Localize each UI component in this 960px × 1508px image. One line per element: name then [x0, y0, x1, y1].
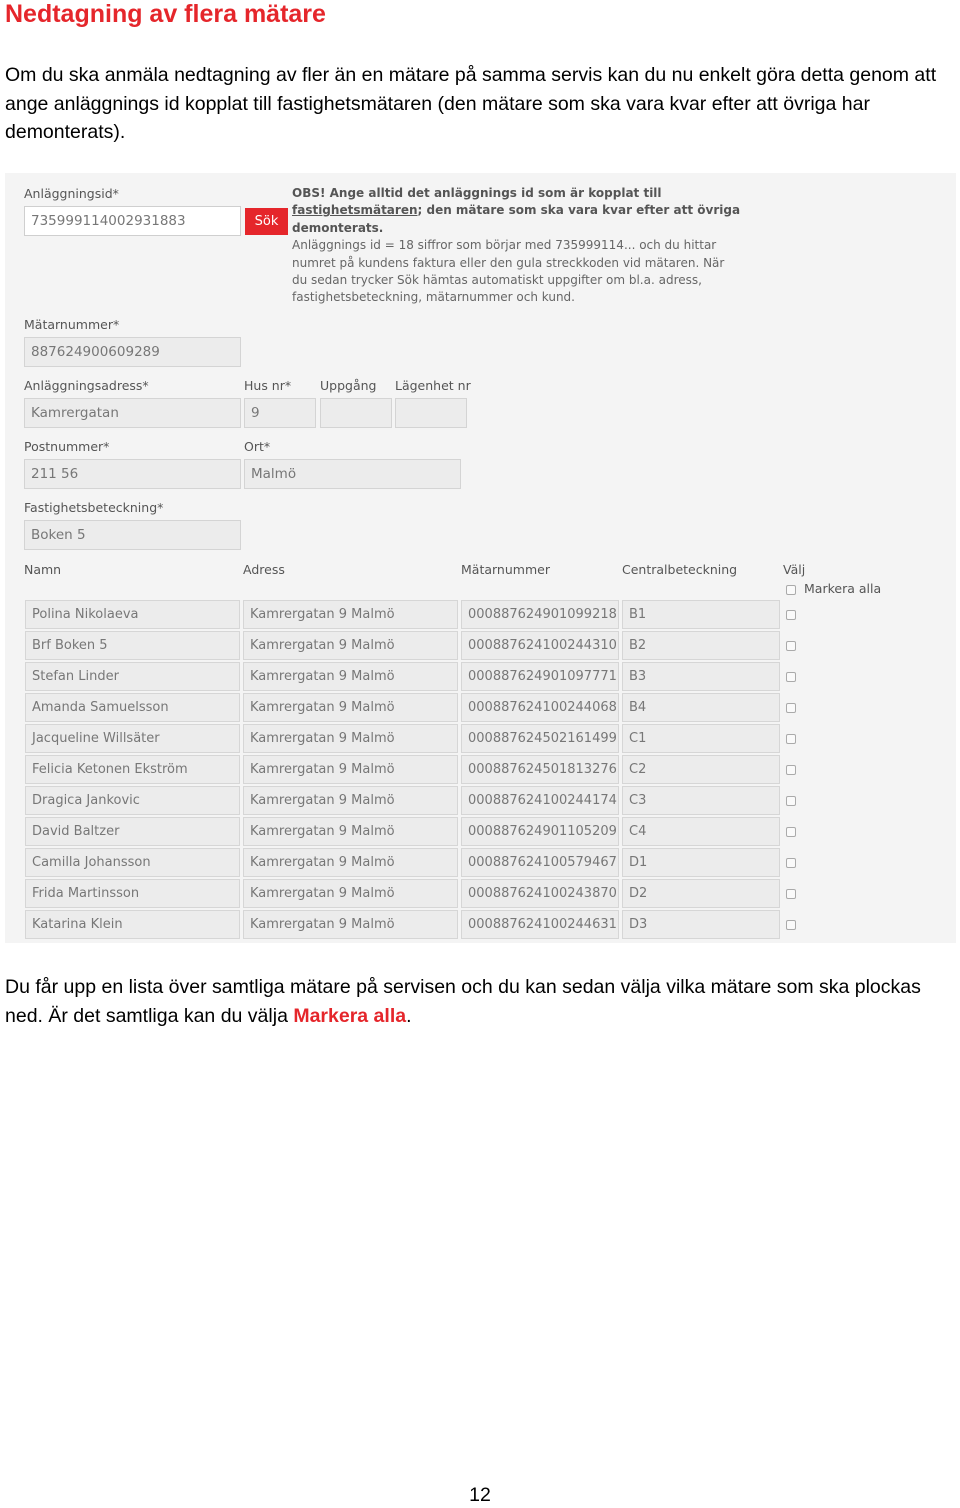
row-checkbox[interactable]: [786, 765, 796, 775]
cell-matarnummer: 000887624501813276: [461, 755, 619, 784]
row-checkbox[interactable]: [786, 703, 796, 713]
outro-text: Du får upp en lista över samtliga mätare på servisen och du kan sedan välja vilka mätare som ska plockas ned. Är det samtliga kan du välja: [5, 976, 921, 1027]
obs-text: OBS! Ange alltid det anläggnings id som är kopplat till: [292, 186, 662, 200]
cell-adress: Kamrergatan 9 Malmö: [243, 724, 458, 753]
uppgang-label: Uppgång: [320, 378, 377, 393]
cell-namn: Camilla Johansson: [25, 848, 240, 877]
col-header-namn: Namn: [24, 562, 62, 577]
cell-central: D2: [622, 879, 780, 908]
form-screenshot: [5, 173, 956, 943]
row-checkbox[interactable]: [786, 672, 796, 682]
table-row: [5, 817, 956, 848]
page-title: Nedtagning av flera mätare: [5, 0, 326, 28]
ort-label: Ort*: [244, 439, 271, 454]
info-text: Anläggnings id = 18 siffror som börjar med 735999114... och du hittar numret på kundens faktura eller den gula streckkoden vid mätaren. När du sedan trycker Sök hämtas automatiskt uppgifter om bl.a. adress, fastighetsbeteckning, mätarnummer och kund.: [292, 238, 725, 305]
cell-matarnummer: 000887624502161499: [461, 724, 619, 753]
row-checkbox[interactable]: [786, 610, 796, 620]
table-row: [5, 662, 956, 693]
row-checkbox[interactable]: [786, 889, 796, 899]
postnummer-label: Postnummer*: [24, 439, 110, 454]
cell-namn: Jacqueline Willsäter: [25, 724, 240, 753]
cell-namn: Frida Martinsson: [25, 879, 240, 908]
cell-matarnummer: 000887624100244068: [461, 693, 619, 722]
adress-field[interactable]: Kamrergatan: [24, 398, 241, 428]
cell-central: B2: [622, 631, 780, 660]
obs-text-end: demonterats.: [292, 220, 384, 235]
anlaggningsid-label: Anläggningsid*: [24, 186, 119, 201]
outro-end: .: [406, 1004, 412, 1027]
ort-field[interactable]: Malmö: [244, 459, 461, 489]
cell-namn: David Baltzer: [25, 817, 240, 846]
cell-central: B1: [622, 600, 780, 629]
cell-adress: Kamrergatan 9 Malmö: [243, 910, 458, 939]
cell-namn: Felicia Ketonen Ekström: [25, 755, 240, 784]
cell-central: D1: [622, 848, 780, 877]
cell-matarnummer: 000887624100244310: [461, 631, 619, 660]
table-row: [5, 600, 956, 631]
cell-adress: Kamrergatan 9 Malmö: [243, 662, 458, 691]
anlaggningsid-input[interactable]: 735999114002931883: [24, 206, 241, 236]
fastighet-field[interactable]: Boken 5: [24, 520, 241, 550]
obs-note: [292, 185, 742, 307]
cell-adress: Kamrergatan 9 Malmö: [243, 817, 458, 846]
cell-adress: Kamrergatan 9 Malmö: [243, 848, 458, 877]
cell-central: C4: [622, 817, 780, 846]
outro-paragraph: [5, 973, 955, 1030]
cell-central: B3: [622, 662, 780, 691]
col-header-adress: Adress: [243, 562, 285, 577]
cell-matarnummer: 000887624100244174: [461, 786, 619, 815]
cell-namn: Stefan Linder: [25, 662, 240, 691]
select-all-label[interactable]: Markera alla: [804, 581, 882, 596]
cell-matarnummer: 000887624100243870: [461, 879, 619, 908]
cell-matarnummer: 000887624901097771: [461, 662, 619, 691]
cell-matarnummer: 000887624901099218: [461, 600, 619, 629]
table-row: [5, 879, 956, 910]
husnr-label: Hus nr*: [244, 378, 292, 393]
table-row: [5, 910, 956, 941]
cell-namn: Katarina Klein: [25, 910, 240, 939]
page-number: 12: [469, 1484, 491, 1506]
cell-adress: Kamrergatan 9 Malmö: [243, 693, 458, 722]
obs-text-rest: ; den mätare som ska vara kvar efter att övriga: [417, 203, 741, 218]
uppgang-field[interactable]: [320, 398, 392, 428]
outro-highlight: Markera alla: [293, 1004, 407, 1027]
cell-matarnummer: 000887624100579467: [461, 848, 619, 877]
table-row: [5, 786, 956, 817]
table-row: [5, 693, 956, 724]
cell-namn: Amanda Samuelsson: [25, 693, 240, 722]
obs-underlined: fastighetsmätaren: [292, 203, 418, 218]
cell-matarnummer: 000887624100244631: [461, 910, 619, 939]
adress-label: Anläggningsadress*: [24, 378, 149, 393]
matarnummer-field[interactable]: 887624900609289: [24, 337, 241, 367]
cell-adress: Kamrergatan 9 Malmö: [243, 600, 458, 629]
row-checkbox[interactable]: [786, 641, 796, 651]
fastighet-label: Fastighetsbeteckning*: [24, 500, 164, 515]
cell-namn: Brf Boken 5: [25, 631, 240, 660]
cell-central: C2: [622, 755, 780, 784]
lagenhet-label: Lägenhet nr: [395, 378, 471, 393]
meter-table: [5, 600, 956, 941]
select-all-checkbox[interactable]: [786, 585, 796, 595]
intro-paragraph: Om du ska anmäla nedtagning av fler än en mätare på samma servis kan du nu enkelt göra detta genom att ange anläggnings id kopplat till fastighetsmätaren (den mätare som ska vara kvar efter att övriga har demonterats).: [5, 64, 937, 143]
col-header-matarnummer: Mätarnummer: [461, 562, 550, 577]
row-checkbox[interactable]: [786, 858, 796, 868]
cell-central: C1: [622, 724, 780, 753]
table-row: [5, 755, 956, 786]
cell-central: D3: [622, 910, 780, 939]
col-header-valj: Välj: [783, 562, 806, 577]
row-checkbox[interactable]: [786, 796, 796, 806]
table-row: [5, 631, 956, 662]
matarnummer-label: Mätarnummer*: [24, 317, 120, 332]
lagenhet-field[interactable]: [395, 398, 467, 428]
row-checkbox[interactable]: [786, 920, 796, 930]
col-header-central: Centralbeteckning: [622, 562, 738, 577]
row-checkbox[interactable]: [786, 827, 796, 837]
postnummer-field[interactable]: 211 56: [24, 459, 241, 489]
cell-central: B4: [622, 693, 780, 722]
row-checkbox[interactable]: [786, 734, 796, 744]
cell-adress: Kamrergatan 9 Malmö: [243, 786, 458, 815]
husnr-field[interactable]: 9: [244, 398, 316, 428]
cell-central: C3: [622, 786, 780, 815]
cell-adress: Kamrergatan 9 Malmö: [243, 631, 458, 660]
table-row: [5, 848, 956, 879]
cell-adress: Kamrergatan 9 Malmö: [243, 879, 458, 908]
cell-adress: Kamrergatan 9 Malmö: [243, 755, 458, 784]
cell-matarnummer: 000887624901105209: [461, 817, 619, 846]
search-button[interactable]: Sök: [245, 208, 288, 235]
cell-namn: Dragica Jankovic: [25, 786, 240, 815]
table-row: [5, 724, 956, 755]
cell-namn: Polina Nikolaeva: [25, 600, 240, 629]
